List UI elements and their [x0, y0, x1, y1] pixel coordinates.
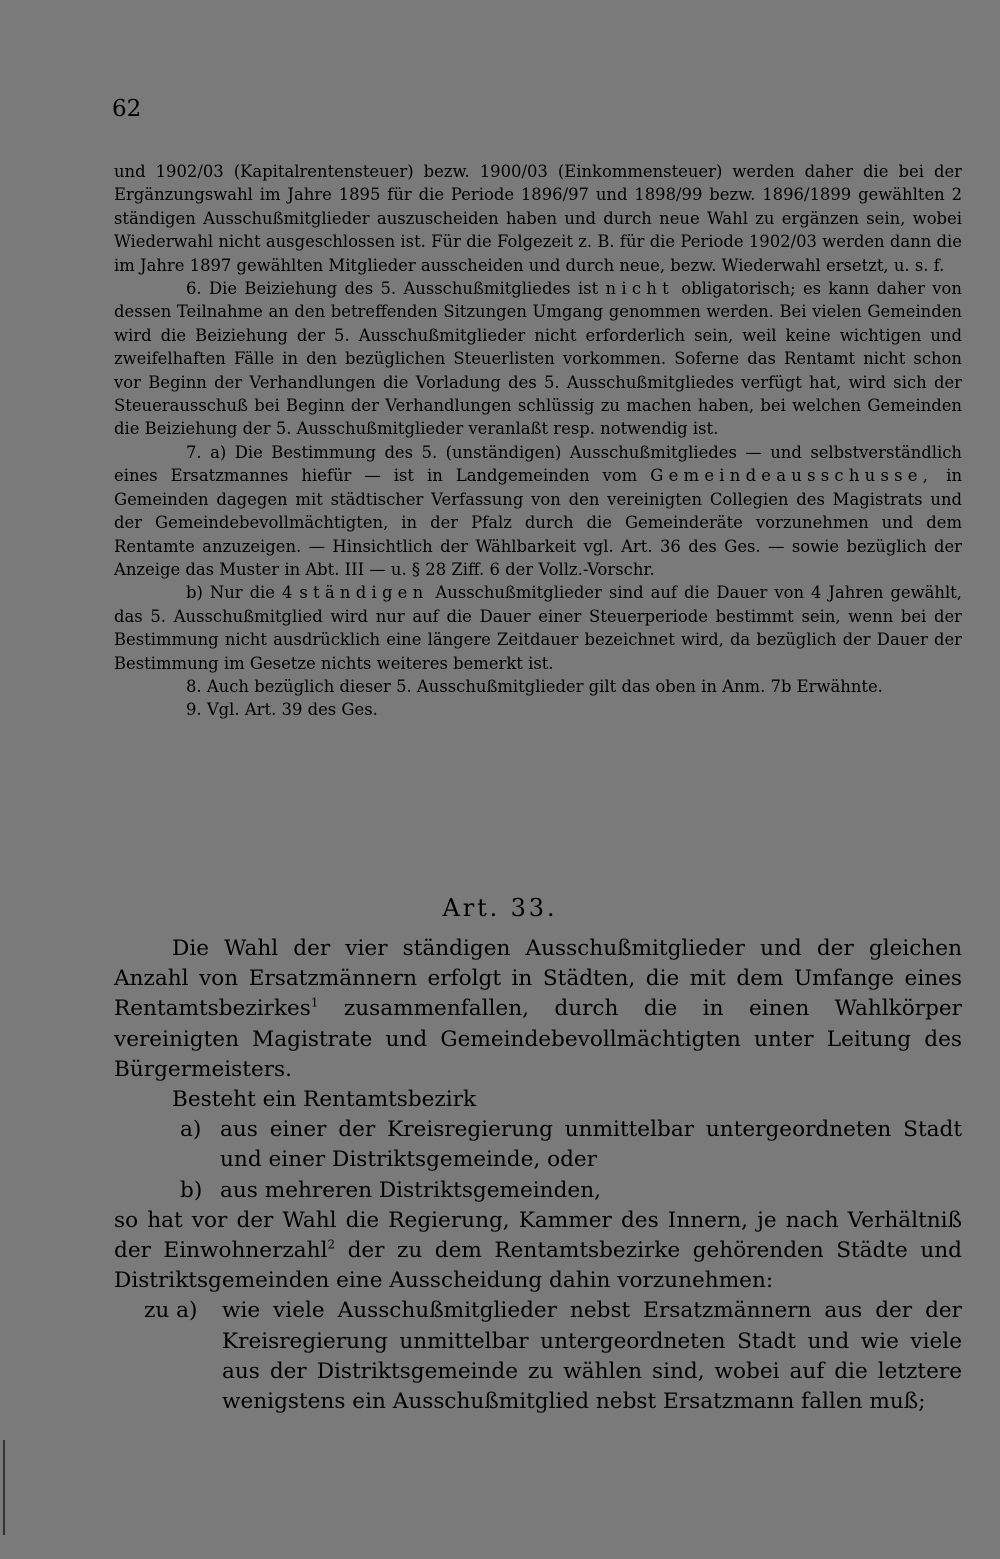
article-body	[114, 934, 962, 1417]
article-paragraph-1-text-a: Die Wahl der vier ständigen Ausschußmitglieder und der gleichen Anzahl von Ersatzmännern erfolgt in Städten, die mit dem Umfange eines Rentamtsbezirkes	[114, 936, 962, 1022]
enum-label-b: b)	[180, 1177, 203, 1203]
note-7a-emphasis: Gemeindeausschusse,	[650, 466, 934, 486]
zu-item-a	[114, 1296, 962, 1417]
note-7b-text-a: b) Nur die 4	[186, 583, 293, 603]
enum-text-a: aus einer der Kreisregierung unmittelbar untergeordneten Stadt und einer Distriktsgemeinde, oder	[220, 1117, 962, 1173]
note-7a	[114, 441, 962, 581]
note-6-text-b: obligatorisch; es kann daher von dessen Teilnahme an den betreffenden Sitzungen Umgang genommen werden. Bei vielen Gemeinden wird die Beiziehung der 5. Ausschußmitglieder nicht erforderlich sein, weil keine wichtigen und zweifelhaften Fälle in den bezüglichen Steuerlisten vorkommen. Soferne das Rentamt nicht schon vor Beginn der Verhandlungen die Vorladung des 5. Ausschußmitgliedes verfügt hat, wird sich der Steuerausschuß bei Beginn der Verhandlungen schlüssig zu machen haben, bei welchen Gemeinden die Beiziehung der 5. Ausschußmitglieder veranlaßt resp. notwendig ist.	[114, 279, 962, 439]
note-6	[114, 277, 962, 441]
article-paragraph-2: Besteht ein Rentamtsbezirk	[172, 1087, 477, 1113]
note-continuation: und 1902/03 (Kapitalrentensteuer) bezw. 1900/03 (Einkommensteuer) werden daher die bei der Ergänzungswahl im Jahre 1895 für die Periode 1896/97 und 1898/99 bezw. 1896/1899 gewählten 2 ständigen Ausschußmitglieder auszuscheiden haben und durch neue Wahl zu ergänzen sein, wobei Wiederwahl nicht ausgeschlossen ist. Für die Folgezeit z. B. für die Periode 1902/03 werden dann die im Jahre 1897 gewählten Mitglieder ausscheiden und durch neue, bezw. Wiederwahl ersetzt, u. s. f.	[114, 162, 962, 275]
zu-label-a: zu a)	[144, 1298, 198, 1324]
footnote-ref-1: 1	[310, 996, 319, 1011]
note-7b-emphasis: ständigen	[299, 583, 429, 603]
enum-text-b: aus mehreren Distriktsgemeinden,	[220, 1177, 601, 1203]
article-paragraph-1-text-b: zusammenfallen, durch die in einen Wahlkörper vereinigten Magistrate und Gemeindebevollmächtigten unter Leitung des Bürgermeisters.	[114, 996, 962, 1082]
note-6-text-a: 6. Die Beiziehung des 5. Ausschußmitgliedes ist	[186, 279, 599, 299]
footnote-ref-2: 2	[327, 1237, 336, 1252]
article-title: Art. 33.	[442, 894, 558, 922]
article-paragraph-3-text-b: der zu dem Rentamtsbezirke gehörenden Städte und Distriktsgemeinden eine Ausscheidung dahin vorzunehmen:	[114, 1238, 962, 1294]
scan-edge-mark	[3, 1440, 5, 1535]
note-8: 8. Auch bezüglich dieser 5. Ausschußmitglieder gilt das oben in Anm. 7b Erwähnte.	[186, 676, 883, 696]
note-9: 9. Vgl. Art. 39 des Ges.	[186, 700, 378, 720]
note-6-emphasis: nicht	[605, 279, 674, 299]
enum-item-b	[114, 1176, 962, 1206]
article-paragraph-1	[114, 934, 962, 1085]
enum-label-a: a)	[180, 1117, 202, 1143]
zu-text-a: wie viele Ausschußmitglieder nebst Ersatzmännern aus der der Kreisregierung unmittelbar untergeordneten Stadt und wie viele aus der Distriktsgemeinde zu wählen sind, wobei auf die letztere wenigstens ein Ausschußmitglied nebst Ersatzmann fallen muß;	[222, 1298, 962, 1415]
note-7b	[114, 581, 962, 675]
note-7b-text-b: Ausschußmitglieder sind auf die Dauer von 4 Jahren gewählt, das 5. Ausschußmitglied wird nur auf die Dauer einer Steuerperiode bestimmt sein, wenn bei der Bestimmung nicht ausdrücklich eine längere Zeitdauer bezeichnet wird, da bezüglich der Dauer der Bestimmung im Gesetze nichts weiteres bemerkt ist.	[114, 583, 962, 673]
article-paragraph-3-text-a: so hat vor der Wahl die Regierung, Kammer des Innern, je nach Verhältniß der Einwohnerzahl	[114, 1207, 962, 1264]
page-number: 62	[112, 96, 142, 122]
enum-item-a	[114, 1115, 962, 1175]
footnotes-block	[114, 160, 962, 722]
note-7a-text-a: 7. a) Die Bestimmung des 5. (unständigen) Ausschußmitgliedes — und selbstverständlich eines Ersatzmannes hiefür — ist in Landgemeinden vom	[114, 442, 962, 486]
note-7a-text-b: in Gemeinden dagegen mit städtischer Verfassung von den vereinigten Collegien des Magistrats und der Gemeindebevollmächtigten, in der Pfalz durch die Gemeinderäte vorzunehmen und dem Rentamte anzuzeigen. — Hinsichtlich der Wählbarkeit vgl. Art. 36 des Ges. — sowie bezüglich der Anzeige das Muster in Abt. III — u. § 28 Ziff. 6 der Vollz.-Vorschr.	[114, 466, 963, 579]
article-paragraph-3	[114, 1206, 962, 1297]
